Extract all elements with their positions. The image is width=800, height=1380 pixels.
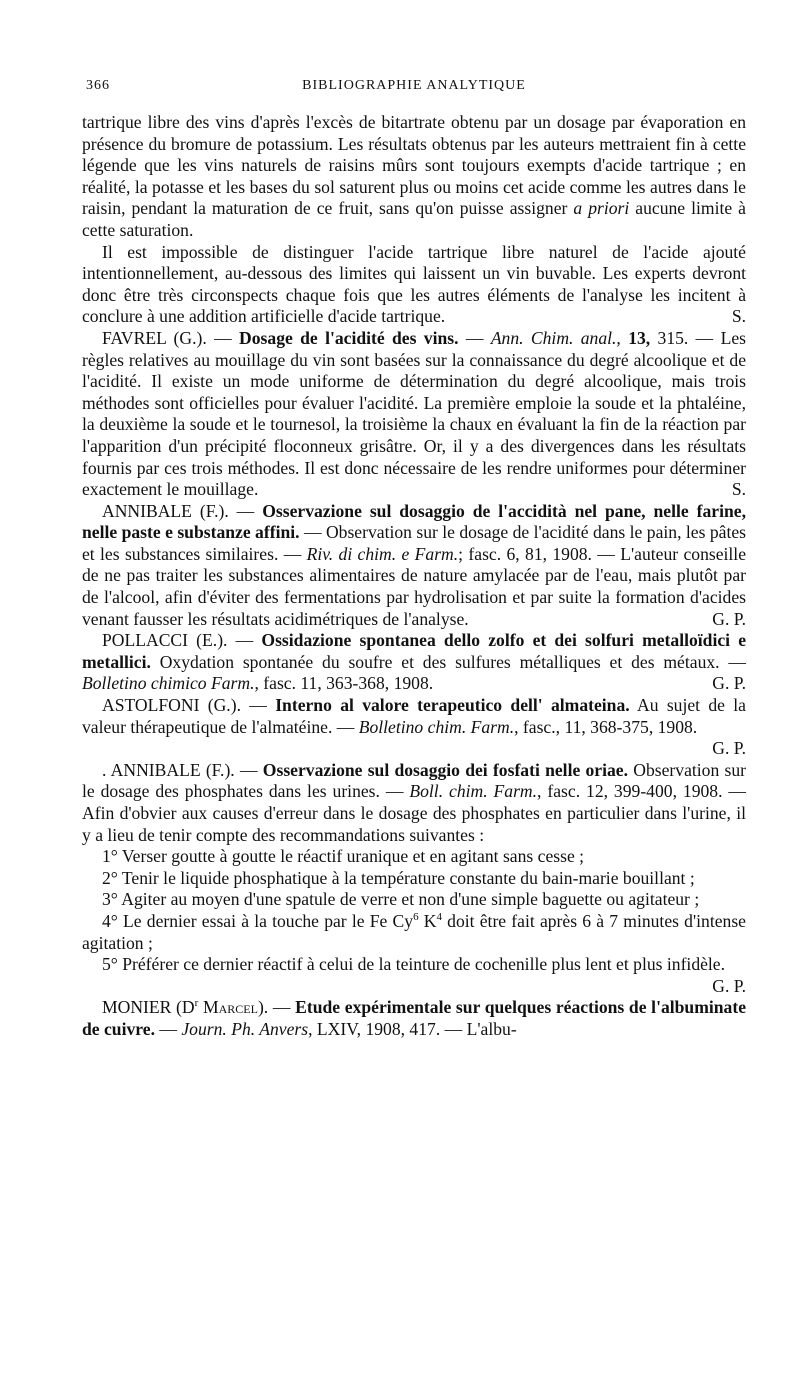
entry-annibale-acidity: ANNIBALE (F.). — Osservazione sul dosaggio de l'accidità nel pane, nelle farine, nelle paste e substanze affini. — Observation sur le dosage de l'acidité dans le pain, les pâtes et les substances similaires. — Riv. di chim. e Farm.; fasc. 6, 81, 1908. — L'auteur conseille de ne pas traiter les substances alimentaires de nature amylacée par de l'eau, mais plutôt par de l'alcool, afin d'éviter des fermentations par hydrolisation et par suite la formation d'acides venant fausser les résultats acidimétriques de l'analyse. G. P. (82, 500, 746, 629)
entry-journal: Boll. chim. Farm. (409, 781, 538, 802)
entry-monier: MONIER ($D^r$ Marcel). — Etude expérimentale sur quelques réactions de l'albuminate de cuivre. — Journ. Ph. Anvers, LXIV, 1908, 417. — L'albu- (82, 997, 747, 1039)
entry-title: Ossidazione spontanea dello zolfo et dei solfuri metalloïdici e metallici. (82, 630, 747, 672)
entry-journal: Bolletino chimico Farm. (82, 673, 255, 694)
signature: G. P. (712, 738, 746, 759)
entry-author: POLLACCI (E.). — (102, 630, 254, 651)
entry-title: Interno al valore terapeutico dell' almateina. (275, 695, 630, 716)
signature: S. (731, 306, 746, 327)
list-item: 4° Le dernier essai à la touche par le Fe Cy$^6$ $K^4$ doit être fait après 6 à 7 minutes d'intense agitation ; (82, 910, 746, 953)
entry-annibale-phosphates: . ANNIBALE (F.). — Osservazione sul dosaggio dei fosfati nelle oriae. Observation sur le dosage des phosphates dans les urines. — Boll. chim. Farm., fasc. 12, 399-400, 1908. — Afin d'obvier aux causes d'erreur dans le dosage des phosphates en particulier dans l'urine, il y a lieu de tenir compte des recommandations suivantes : (82, 759, 747, 845)
entry-journal: Riv. di chim. e Farm. (306, 543, 459, 564)
article-body (82, 112, 746, 1041)
entry-abstract: ; fasc. 6, 81, 1908. — L'auteur conseille de ne pas traiter les substances alimentaires de nature amylacée par de l'eau, mais plutôt par de l'alcool, afin d'éviter des fermentations par hydrolisation et par suite la formation d'acides venant fausser les résultats acidimétriques de l'analyse. (82, 543, 746, 629)
signature: G. P. (712, 608, 746, 629)
entry-journal: Bolletino chim. Farm. (358, 716, 515, 737)
page-number: 366 (86, 78, 110, 93)
list-item: 1° Verser goutte à goutte le réactif uranique et en agitant sans cesse ; (102, 846, 585, 867)
entry-journal: Journ. Ph. Anvers (181, 1018, 309, 1039)
entry-astolfoni: ASTOLFONI (G.). — Interno al valore terapeutico dell' almateina. Au sujet de la valeur thérapeutique de l'almatéine. — Bolletino chim. Farm., fasc., 11, 368-375, 1908. G. P. (82, 695, 746, 759)
list-item: 5° Préférer ce dernier réactif à celui de la teinture de cochenille plus lent et plus infidèle. G. P. (102, 954, 746, 996)
entry-pollacci: POLLACCI (E.). — Ossidazione spontanea dello zolfo et dei solfuri metalloïdici e metallici. Oxydation spontanée du soufre et des sulfures métalliques et des métaux. — Bolletino chimico Farm., fasc. 11, 363-368, 1908. G. P. (82, 630, 747, 694)
entry-author: ANNIBALE (F.). — (102, 500, 255, 521)
entry-favrel: FAVREL (G.). — Dosage de l'acidité des vins. — Ann. Chim. anal., 13, 315. — Les règles relatives au mouillage du vin sont basées sur la connaissance du degré alcoolique et de l'acidité. Il existe un mode uniforme de détermination du degré alcoolique, mais trois méthodes sont officielles pour évaluer l'acidité. La première emploie la soude et la phtaléine, la deuxième la soude et le tournesol, la troisième la chaux en évaluant la fin de la réaction par l'apparition d'un précipité floconneux grisâtre. Or, il y a des divergences dans les résultats fournis par ces trois méthodes. Il est donc nécessaire de les rendre uniformes pour déterminer exactement le mouillage. S. (82, 327, 747, 500)
continuation-paragraph-2: Il est impossible de distinguer l'acide tartrique libre naturel de l'acide ajouté intentionnellement, au-dessous des limites qui laissent un vin buvable. Les experts devront donc être très circonspects chaque fois que les autres éléments de l'analyse les incitent à conclure à une addition artificielle d'acide tartrique. S. (82, 241, 746, 327)
entry-title: Etude expérimentale sur quelques réactions de l'albuminate de cuivre. (82, 997, 747, 1039)
entry-title: Dosage de l'acidité des vins. (239, 327, 459, 348)
continuation-paragraph-1: tartrique libre des vins d'après l'excès de bitartrate obtenu par un dosage par évaporation en présence du bromure de potassium. Les résultats obtenus par les auteurs mettraient fin à cette légende que les vins naturels de raisins mûrs sont toujours exempts d'acide tartrique ; en réalité, la potasse et les bases du sol saturent plus ou moins cet acide comme les autres dans le raisin, pendant la maturation de ce fruit, sans qu'on puisse assigner a priori aucune limite à cette saturation. (82, 112, 746, 240)
signature: G. P. (712, 673, 746, 694)
entry-journal: Ann. Chim. anal., (490, 327, 621, 348)
entry-author: FAVREL (G.). — (102, 327, 232, 348)
entry-abstract: , fasc. 12, 399-400, 1908. — Afin d'obvier aux causes d'erreur dans le dosage des phosphates en particulier dans l'urine, il y a lieu de tenir compte des recommandations suivantes : (82, 781, 747, 845)
page-header (82, 78, 746, 106)
running-title: BIBLIOGRAPHIE ANALYTIQUE (302, 78, 526, 93)
list-item: 2° Tenir le liquide phosphatique à la température constante du bain-marie bouillant ; (102, 867, 695, 888)
entry-author: MONIER ($D^r$ Marcel). — (102, 997, 291, 1018)
entry-author: . ANNIBALE (F.). — (102, 759, 258, 780)
signature: S. (731, 479, 746, 500)
entry-title: Osservazione sul dosaggio dei fosfati nelle oriae. (262, 759, 629, 780)
list-item: 3° Agiter au moyen d'une spatule de verre et non d'une simple baguette ou agitateur ; (102, 889, 700, 910)
entry-author: ASTOLFONI (G.). — (102, 695, 267, 716)
entry-title: Osservazione sul dosaggio de l'accidità nel pane, nelle farine, nelle paste e substanze affini. (82, 500, 746, 543)
entry-abstract: — Les règles relatives au mouillage du vin sont basées sur la connaissance du degré alcoolique et de l'acidité. Il existe un mode uniforme de détermination du degré alcoolique, mais trois méthodes sont officielles pour évaluer l'acidité. La première emploie la soude et la phtaléine, la deuxième la soude et le tournesol, la troisième la chaux en évaluant la fin de la réaction par l'apparition d'un précipité floconneux grisâtre. Or, il y a des divergences dans les résultats fournis par ces trois méthodes. Il est donc nécessaire de les rendre uniformes pour déterminer exactement le mouillage. (82, 327, 747, 500)
signature: G. P. (712, 975, 746, 996)
